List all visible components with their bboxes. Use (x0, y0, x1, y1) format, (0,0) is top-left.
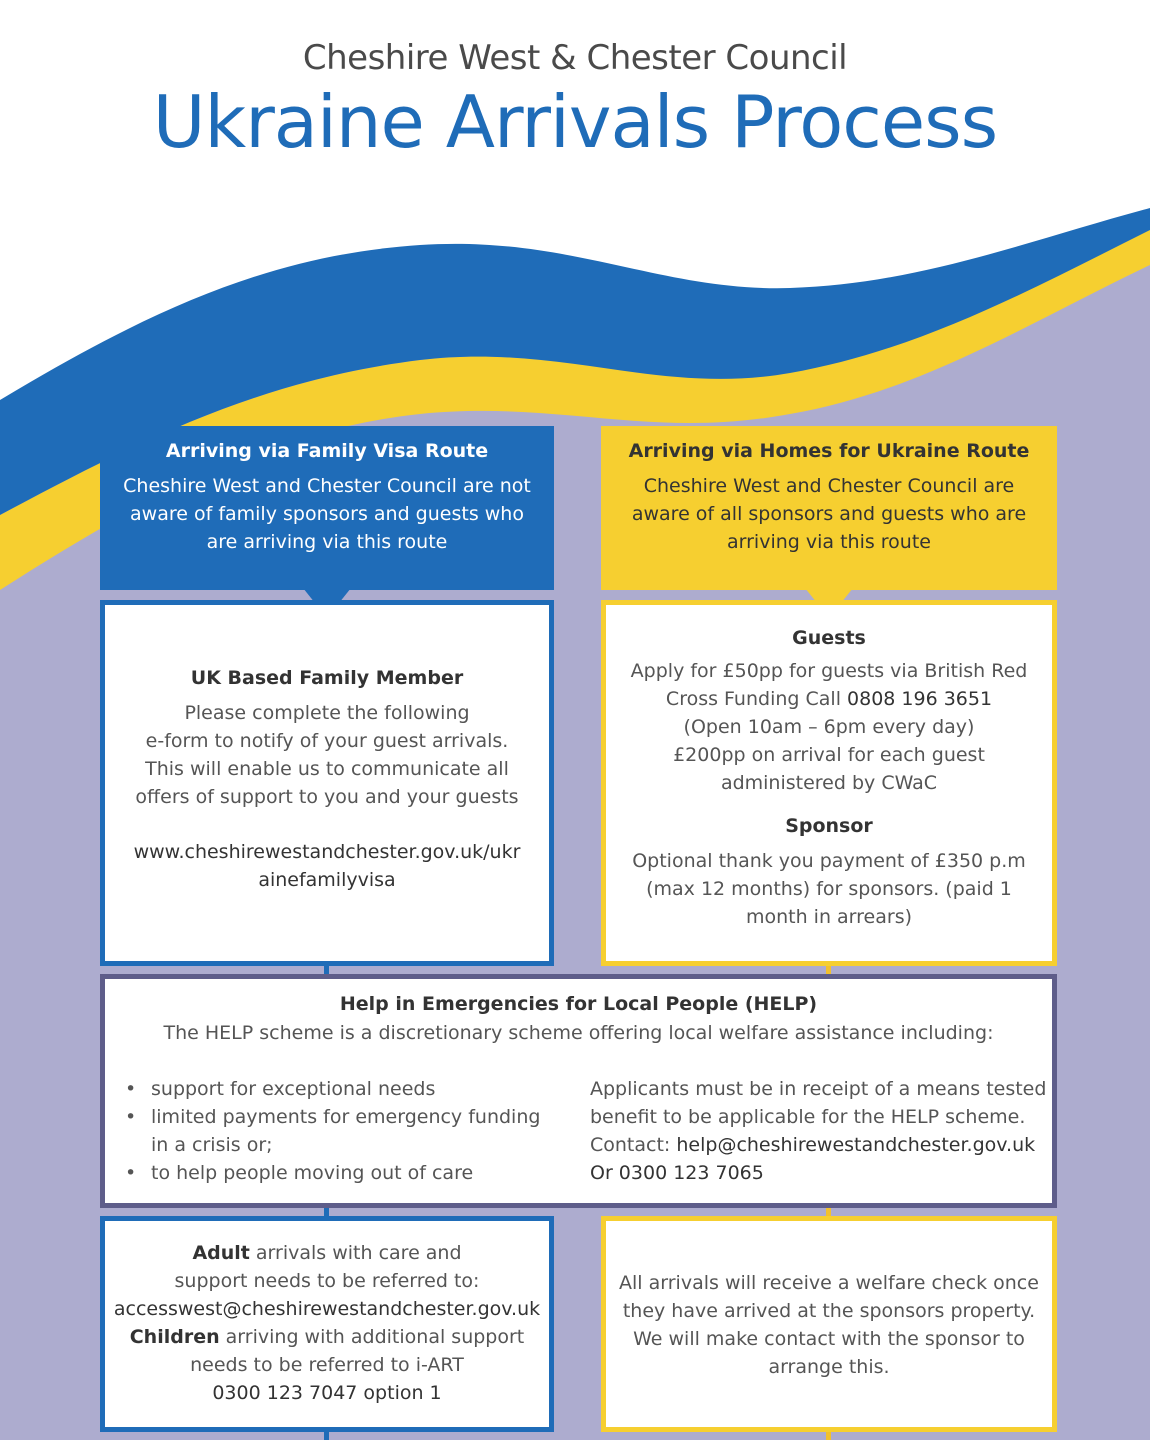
instruction-line: e-form to notify of your guest arrivals. (145, 730, 509, 752)
iart-phone[interactable]: 0300 123 7047 option 1 (212, 1382, 442, 1404)
instruction-line: This will enable us to communicate all (145, 758, 509, 780)
help-eligibility (590, 1075, 1050, 1187)
guests-line-with-phone (606, 685, 1052, 713)
sponsor-line: Optional thank you payment of £350 p.m (632, 850, 1026, 872)
red-cross-phone[interactable]: 0808 196 3651 (847, 688, 993, 710)
help-eligibility-line: benefit to be applicable for the HELP scheme. (590, 1106, 1026, 1128)
children-label: Children (129, 1326, 220, 1348)
welfare-line: All arrivals will receive a welfare check once (619, 1272, 1039, 1294)
instruction-line: offers of support to you and your guests (135, 786, 519, 808)
help-eligibility-line: Applicants must be in receipt of a means tested (590, 1078, 1047, 1100)
guests-line: Apply for £50pp for guests via British Red (630, 660, 1028, 682)
guests-line: administered by CWaC (720, 772, 938, 794)
help-contact-prefix: Contact: (590, 1134, 677, 1156)
adult-text: arrivals with care and (249, 1242, 462, 1264)
homes-route-line: aware of all sponsors and guests who are (631, 503, 1027, 525)
family-route-line: are arriving via this route (206, 531, 448, 553)
sponsor-line: month in arrears) (745, 906, 913, 928)
guests-title: Guests (792, 627, 866, 649)
family-member-title: UK Based Family Member (190, 667, 464, 689)
help-title: Help in Emergencies for Local People (HELP) (339, 993, 818, 1015)
family-visa-link-line[interactable]: www.cheshirewestandchester.gov.uk/ukr (133, 841, 521, 863)
homes-route-line: Cheshire West and Chester Council are (643, 475, 1015, 497)
family-route-line: aware of family sponsors and guests who (130, 503, 524, 525)
welfare-check-box (601, 1216, 1057, 1432)
help-contact-line (590, 1131, 1050, 1159)
homes-route-description (621, 472, 1037, 556)
family-visa-route-header (100, 426, 554, 590)
family-visa-link[interactable] (105, 838, 549, 894)
adult-label: Adult (192, 1242, 250, 1264)
guests-sponsor-box (601, 600, 1057, 966)
welfare-line: We will make contact with the sponsor to (633, 1328, 1025, 1350)
children-line-2: needs to be referred to i-ART (190, 1354, 464, 1376)
welfare-check-details (606, 1269, 1052, 1381)
help-scheme-box (100, 974, 1057, 1208)
children-line (105, 1323, 549, 1351)
family-route-title: Arriving via Family Visa Route (165, 440, 489, 462)
welfare-line: arrange this. (768, 1356, 890, 1378)
sponsor-title: Sponsor (785, 815, 873, 837)
guests-details (606, 657, 1052, 797)
help-bullet: • to help people moving out of care (125, 1159, 555, 1187)
guests-line-prefix: Cross Funding Call (665, 688, 848, 710)
welfare-line: they have arrived at the sponsors property. (622, 1300, 1036, 1322)
help-intro: The HELP scheme is a discretionary scheme offering local welfare assistance including: (163, 1022, 994, 1044)
guests-line: £200pp on arrival for each guest (673, 744, 985, 766)
homes-route-line: arriving via this route (727, 531, 931, 553)
guests-line: (Open 10am – 6pm every day) (683, 716, 975, 738)
homes-route-title: Arriving via Homes for Ukraine Route (628, 440, 1030, 462)
sponsor-line: (max 12 months) for sponsors. (paid 1 (646, 878, 1012, 900)
adult-line-2: support needs to be referred to: (174, 1270, 480, 1292)
help-phone[interactable]: Or 0300 123 7065 (590, 1162, 764, 1184)
family-route-description (120, 472, 534, 556)
access-west-email-link[interactable]: accesswest@cheshirewestandchester.gov.uk (113, 1298, 541, 1320)
council-name: Cheshire West & Chester Council (302, 38, 848, 78)
family-visa-link-line[interactable]: ainefamilyvisa (258, 869, 396, 891)
sponsor-details (606, 847, 1052, 931)
instruction-line: Please complete the following (184, 702, 470, 724)
adult-line (105, 1239, 549, 1267)
family-member-instructions (105, 699, 549, 811)
help-bullet: • limited payments for emergency funding in a crisis or; (125, 1103, 555, 1159)
children-text: arriving with additional support (219, 1326, 525, 1348)
homes-for-ukraine-route-header (601, 426, 1057, 590)
family-member-box (100, 600, 554, 966)
care-referral-details (105, 1239, 549, 1407)
help-bullet: • support for exceptional needs (125, 1075, 555, 1103)
family-route-line: Cheshire West and Chester Council are not (123, 475, 531, 497)
care-referral-box (100, 1216, 554, 1432)
help-bullet-list (125, 1075, 555, 1187)
help-email-link[interactable]: help@cheshirewestandchester.gov.uk (676, 1134, 1036, 1156)
page-title: Ukraine Arrivals Process (152, 80, 998, 164)
